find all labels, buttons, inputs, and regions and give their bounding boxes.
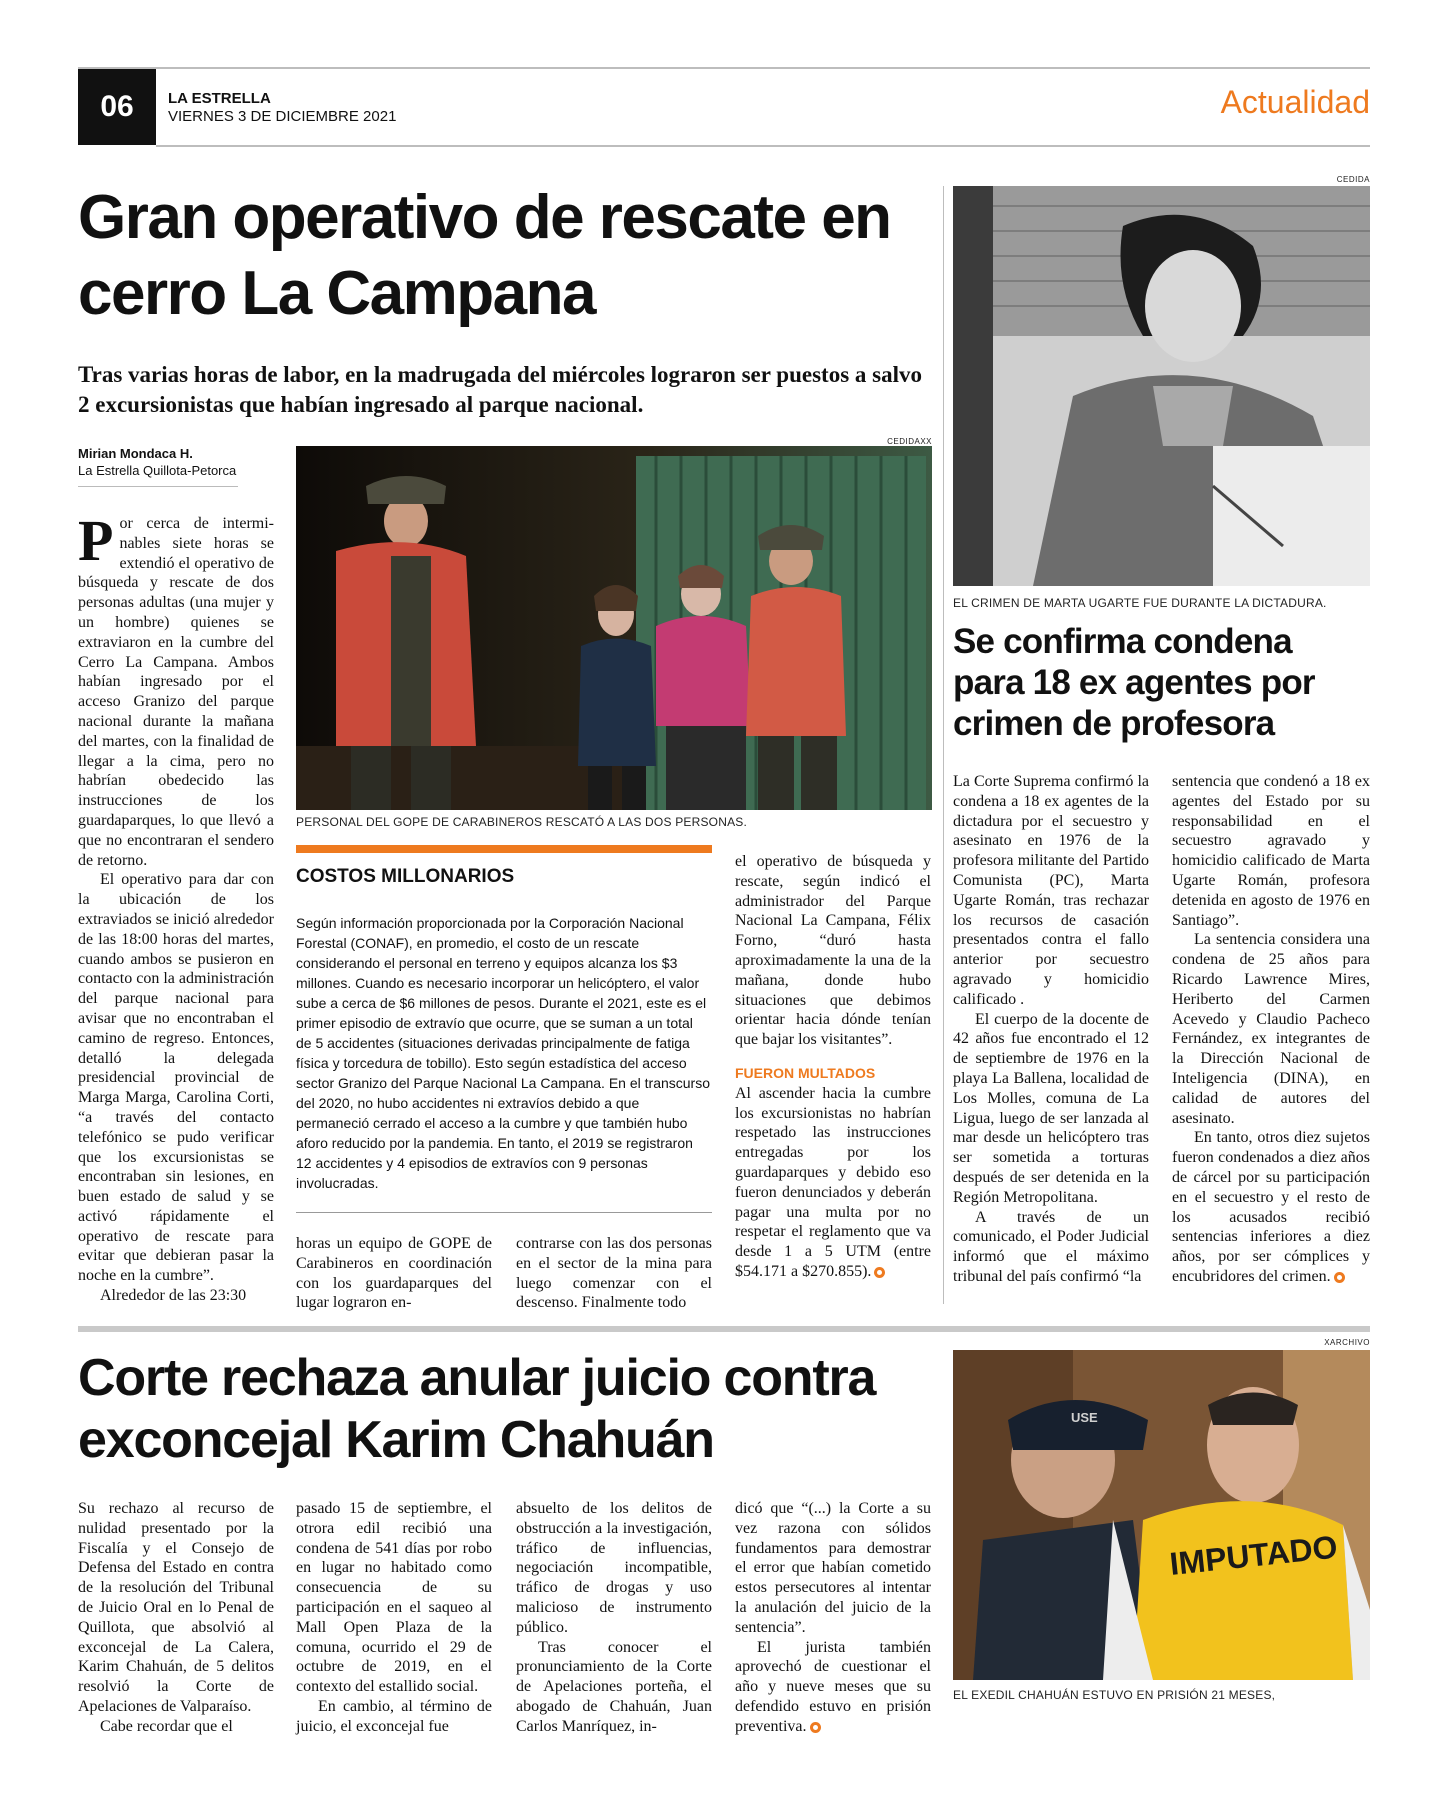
drop-cap: P [78, 508, 114, 573]
box-accent-bar [296, 845, 712, 853]
bottom-column-1 [78, 1499, 274, 1737]
bottom-column-2 [296, 1499, 492, 1737]
side-col1-paragraph-2: El cuerpo de la docente de 42 años fue encontrado el 12 de septiembre de 1976 en la playa La Ballena, localidad de Los Molles, comuna de La Ligua, luego de ser lanzada al mar desde un helicóptero tras ser sometida a torturas después de ser detenida en la Región Metropolitana. [953, 1010, 1149, 1206]
bottom-headline: Corte rechaza anular juicio contra exconcejal Karim Chahuán [78, 1349, 876, 1469]
box-bottom-rule [296, 1212, 712, 1213]
bottom-column-3 [516, 1499, 712, 1737]
side-column-2 [1172, 772, 1370, 1287]
side-col2-paragraph-2: La sentencia considera una condena de 25 años para Ricardo Lawrence Mires, Heriberto del Carmen Acevedo y Claudio Pacheco Fernández, ex integrantes de la Dirección Nacional de Inteligencia (DINA), en calidad de autores del asesinato. [1172, 931, 1370, 1127]
bottom-column-4 [735, 1499, 931, 1737]
side-photo-caption: EL CRIMEN DE MARTA UGARTE FUE DURANTE LA DICTADURA. [953, 596, 1327, 610]
main-photo [296, 446, 932, 810]
portrait-image [953, 186, 1370, 586]
box-text: Según información proporcionada por la Corporación Nacional Forestal (CONAF), en promedio, el costo de un rescate considerando el personal en terreno y equipos alcanza los $3 millones. Cuando es necesario incorporar un helicóptero, el valor sube a cerca de $6 millones de pesos. Durante el 2021, este es el primer episodio de extravío que ocurre, que se suman a un total de 5 accidentes (situaciones derivadas principalmente de fatiga física y torcedura de tobillo). Esto según estadística del acceso sector Granizo del Parque Nacional La Campana. En el transcurso del 2020, no hubo accidentes ni extravíos debido a que permaneció cerrado el acceso a la cumbre y que también hubo aforo reducido por la pandemia. En tanto, el 2019 se registraron 12 accidentes y 4 episodios de extravíos con 9 personas involucradas. [296, 915, 710, 1191]
bottom-col3-paragraph-2: Tras conocer el pronunciamiento de la Corte de Apelaciones porteña, el abogado de Chahuán, Juan Carlos Manríquez, in- [516, 1638, 712, 1735]
main-photo-credit: CEDIDAXX [887, 437, 932, 446]
header-bottom-rule [156, 145, 1370, 147]
main-column-3 [516, 1234, 712, 1313]
side-photo-credit: CEDIDA [1336, 175, 1370, 184]
main-col3-paragraph: contrarse con las dos personas en el sector de la mina para luego comenzar con el descenso. Finalmente todo [516, 1235, 712, 1312]
bottom-col4-paragraph-1: dicó que “(...) la Corte a su vez razona con sólidos fundamentos para demostrar el error que habían cometido estos persecutores al intentar la anulación del juicio de la sentencia”. [735, 1500, 931, 1636]
author-outlet: La Estrella Quillota-Petorca [78, 463, 237, 478]
section-separator-rule [78, 1326, 1370, 1332]
header-top-rule [78, 67, 1370, 69]
byline [78, 445, 236, 479]
main-headline: Gran operativo de rescate en cerro La Campana [78, 183, 891, 328]
main-col1-paragraph-3: Alrededor de las 23:30 [100, 1287, 247, 1305]
bottom-photo-credit: XARCHIVO [1324, 1338, 1370, 1347]
main-column-2 [296, 1234, 492, 1313]
col4-subhead: FUERON MULTADOS [735, 1064, 876, 1081]
newspaper-name: LA ESTRELLA [168, 90, 271, 107]
main-lede: Tras varias horas de labor, en la madrugada del miércoles lograron ser puestos a salvo 2 excursionistas que habían ingresado al parque nacional. [78, 362, 922, 417]
bottom-col3-paragraph-1: absuelto de los delitos de obstrucción a la investigación, tráfico de influencias, negociación incompatible, tráfico de drogas y uso malicioso de instrumento público. [516, 1500, 712, 1636]
end-of-article-icon [874, 1267, 885, 1278]
main-photo-caption: PERSONAL DEL GOPE DE CARABINEROS RESCATÓ A LAS DOS PERSONAS. [296, 815, 748, 829]
bottom-col2-paragraph-2: En cambio, al término de juicio, el exconcejal fue [296, 1697, 492, 1735]
main-col4-paragraph-1: el operativo de búsqueda y rescate, según indicó el administrador del Parque Nacional La Campana, Félix Forno, “duró hasta aproximadamente la una de la mañana, donde hubo situaciones que debimos orientar hacia dónde tenían que bajar los visitantes”. [735, 853, 931, 1049]
main-col1-paragraph-1: or cerca de intermi- nables siete horas se extendió el operativo de búsqueda y rescate de dos personas adultas (una mujer y un hombre) quienes se extraviaron en la cumbre del Cerro La Campana. Ambos habían ingresado por el acceso Granizo del parque nacional durante la mañana del martes, con la finalidad de llegar a la cima, pero no habrían obedecido las instrucciones de los guardaparques, lo que llevó a que no encontraran el sendero de retorno. [78, 515, 274, 869]
main-column-1 [78, 508, 274, 1306]
side-col1-paragraph-3: A través de un comunicado, el Poder Judicial informó que el máximo tribunal del país confirmó “la [953, 1208, 1149, 1285]
bottom-col1-paragraph-1: Su rechazo al recurso de nulidad presentado por la Fiscalía y el Consejo de Defensa del Estado en contra de la resolución del Tribunal de Juicio Oral en lo Penal de Quillota, que absolvió al exconcejal de La Calera, Karim Chahuán, de 5 delitos resolvió la Corte de Apelaciones de Valparaíso. [78, 1500, 274, 1715]
side-photo [953, 186, 1370, 586]
author-name: Mirian Mondaca H. [78, 446, 193, 461]
bottom-photo-caption: EL EXEDIL CHAHUÁN ESTUVO EN PRISIÓN 21 MESES, [953, 1688, 1276, 1702]
page-number: 06 [78, 69, 156, 145]
end-of-article-icon [1334, 1272, 1345, 1283]
side-column-1 [953, 772, 1149, 1287]
bottom-col4-paragraph-2: El jurista también aprovechó de cuestionar el año y nueve meses que su defendido estuvo en prisión preventiva. [735, 1638, 931, 1735]
issue-date: VIERNES 3 DE DICIEMBRE 2021 [168, 108, 397, 125]
main-col4-paragraph-2: Al ascender hacia la cumbre los excursionistas no habrían respetado las instrucciones entregadas por los guardaparques y debido eso fueron denunciados y deberán pagar una multa por no respetar el reglamento que va desde 1 a 5 UTM (entre $54.171 a $270.855). [735, 1084, 931, 1280]
column-divider [943, 186, 944, 1304]
bottom-col1-paragraph-2: Cabe recordar que el [100, 1717, 233, 1735]
side-headline: Se confirma condena para 18 ex agentes por crimen de profesora [953, 622, 1315, 743]
side-col2-paragraph-1: sentencia que condenó a 18 ex agentes del Estado por su responsabilidad en el secuestro agravado y homicidio calificado de Marta Ugarte Román, profesora detenida en agosto de 1976 en Santiago”. [1172, 773, 1370, 929]
section-title: Actualidad [1220, 84, 1370, 120]
side-col1-paragraph-1: La Corte Suprema confirmó la condena a 18 ex agentes de la dictadura por el secuestro y asesinato en 1976 de la profesora militante del Partido Comunista (PC), Marta Ugarte Román, tras rechazar los recursos de casación presentados contra el fallo anterior por secuestro agravado y homicidio calificado . [953, 773, 1149, 1008]
cap-label: USE [1071, 1410, 1098, 1425]
box-title: COSTOS MILLONARIOS [296, 866, 515, 887]
main-column-4 [735, 852, 931, 1282]
bottom-photo [953, 1350, 1370, 1680]
main-col2-paragraph: horas un equipo de GOPE de Carabineros en coordinación con los guardaparques del lugar lograron en- [296, 1235, 492, 1312]
defendant-image [953, 1350, 1370, 1680]
side-col2-paragraph-3: En tanto, otros diez sujetos fueron condenados a diez años de cárcel por su participación en el secuestro y el resto de los acusados recibió sentencias inferiores a diez años, por ser cómplices y encubridores del crimen. [1172, 1129, 1370, 1285]
end-of-article-icon [810, 1722, 821, 1733]
byline-rule [78, 486, 238, 487]
main-col1-paragraph-2: El operativo para dar con la ubicación de los extraviados se inició alrededor de las 18:00 horas del martes, cuando ambos se pusieron en contacto con la administración del parque nacional para avisar que no encontraban el camino de regreso. Entonces, detalló la delegada presidencial provincial de Marga Marga, Carolina Corti, “a través del contacto telefónico se pudo verificar que los excursionistas se encontraban sin lesiones, en buen estado de salud y se activó rápidamente el operativo de rescate para evitar que debieran pasar la noche en la cumbre”. [78, 871, 274, 1285]
vest-label: IMPUTADO [1167, 1528, 1340, 1582]
rescue-scene-image [296, 446, 932, 810]
bottom-col2-paragraph-1: pasado 15 de septiembre, el otrora edil recibió una condena de 541 días por robo en lugar no habitado como consecuencia de su participación en el saqueo al Mall Open Plaza de la comuna, ocurrido el 29 de octubre de 2019, en el contexto del estallido social. [296, 1500, 492, 1696]
